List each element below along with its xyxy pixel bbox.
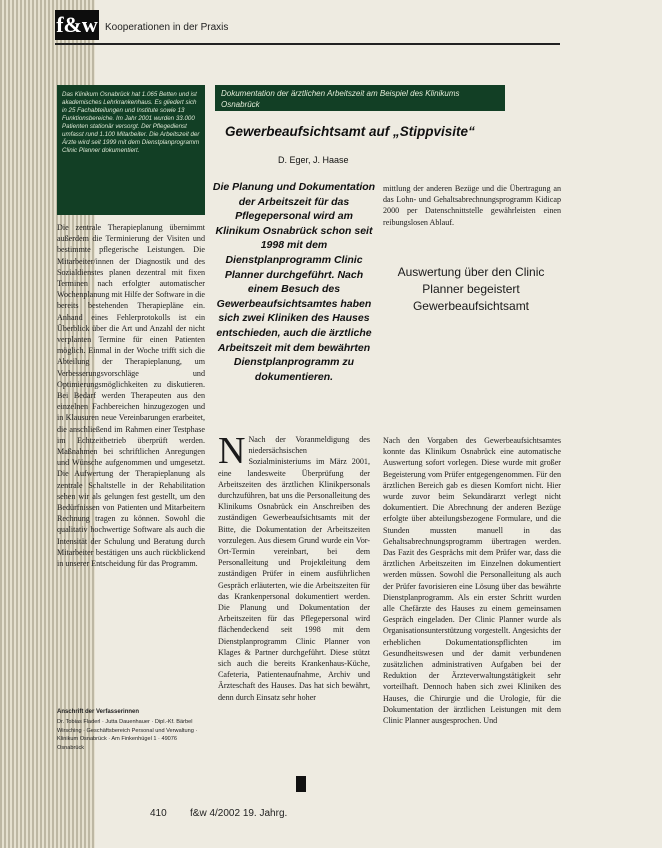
article-title: Gewerbeaufsichtsamt auf „Stippvisite“	[225, 124, 475, 139]
article-abstract: Die Planung und Dokumentation der Arbeitszeit für das Pflegepersonal wird am Klinikum Osnabrück schon seit 1998 mit dem Dienstplanprogramm Clinic Planner durchgeführt. Nach einem Besuch des Gewerbeaufsichtsamtes haben sich zwei Kliniken des Hauses entschieden, auch die ärztliche Arbeitszeit mit dem bewährten Dienstplanprogramm zu dokumentieren.	[212, 181, 376, 383]
body-text: Die zentrale Therapieplanung übernimmt außerdem die Terminierung der Visiten und bestimmte pflegerische Leistungen. Die Mitarbeiter/innen der Diagnostik und des Sozialdienstes planen dezentral mit fixen Terminen nach erfolgter automatischer Wochenplanung mit Hilfe der Software in die bereits bestehenden Therapiepläne ein. Anhand eines Fehlerprotokolls ist ein Überblick über die Art und Anzahl der nicht verplanten Termine für einen Patienten möglich. Einmal in der Woche trifft sich die Abteilung der Therapieplanung, um Verbesserungsvorschläge und Optimierungsmöglichkeiten zu diskutieren. Bei Bedarf werden Therapeuten aus den einzelnen Fachbereichen hinzugezogen und in Klausuren neue Vereinbarungen erarbeitet, die anschließend im Rahmen einer Testphase im Echtzeitbetrieb überprüft werden. Maßnahmen bei schriftlichen Anregungen und Wünsche aufgenommen und umgesetzt. Die Aufwertung der Therapieplanung als zentrale Schaltstelle in der Rehabilitation sehen wir als gelungen fest gestellt, um den Bedürfnissen von Patienten und Mitarbeitern Rechnung tragen zu können. Sowohl die qualitativ hochwertige Software als auch die Intensität der Schulung und Beratung durch Mitarbeiter bestätigen uns auch rückblickend in unserer Entscheidung für das Programm.	[57, 223, 205, 569]
article-authors: D. Eger, J. Haase	[278, 155, 349, 165]
info-box: Das Klinikum Osnabrück hat 1.065 Betten und ist akademisches Lehrkrankenhaus. Es gliedert sich in 25 Fachabteilungen und Institute sowie 13 Funktionsbereiche. Im Jahr 2001 wurden 33.000 Patienten stationär versorgt. Der Pflegedienst umfasst rund 1.100 Mitarbeiter. Die Arbeitszeit der Ärzte wird seit 1999 mit dem Dienstplanprogramm Clinic Planner dokumentiert.	[57, 85, 205, 215]
address-lines: Dr. Tobias Fladerl · Jutta Dauenhauer · Dipl.-Kf. Bärbel Wirsching · Geschäftsbereich Personal und Verwaltung · Klinikum Osnabrück · Am Finkenhügel 1 · 49076 Osnabrück	[57, 719, 198, 751]
page-number: 410	[150, 808, 167, 819]
body-text: mittlung der anderen Bezüge und die Übertragung an das Lohn- und Gehaltsabrechnungsprogramm Kidicap 2000 per Datenschnittstelle gewährleisten einen reibungslosen Ablauf.	[383, 184, 561, 227]
body-column-1	[57, 222, 205, 677]
end-mark	[296, 776, 306, 792]
body-column-3	[383, 435, 561, 807]
body-text: Nach der Voranmeldigung des niedersächsischen Sozialministeriums im März 2001, eine landesweite Überprüfung der Arbeitszeiten des ärztlichen Klinikpersonals durchzuführen, bat uns die Personalleitung des Klinikums Osnabrück ein Anschreiben des zuständigen Gewerbeaufsichtsamts mit der Bitte, die Dokumentation der Arbeitszeiten vorzulegen. Aus diesem Grund wurde ein Vor-Ort-Termin vereinbart, bei dem Personalleitung und Projektleitung dem zuständigen Prüfer in einem ausführlichen Gespräch erläuterten, wie die Arbeitszeiten für das Krankenpersonal dokumentiert werden. Die Planung und Dokumentation der Arbeitszeiten für das Pflegepersonal wird flächendeckend seit 1998 mit dem Dienstplanprogramm Clinic Planner von Klages & Partner durchgeführt. Diese stützt sich auch die bereits Krankenhaus-Küche, Cafeteria, Patientenaufnahme, Archiv und Ärzteschaft des Hauses. Das hat sich bewährt, denn durch Einsatz sehr hoher	[218, 435, 370, 702]
body-column-2	[218, 434, 370, 806]
journal-logo: f&w	[55, 10, 99, 40]
page-footer	[150, 808, 287, 819]
header-rule	[55, 43, 560, 45]
address-heading: Anschrift der Verfasserinnen	[57, 709, 140, 715]
section-heading: Kooperationen in der Praxis	[105, 22, 229, 33]
drop-cap: N	[218, 434, 246, 472]
topic-banner: Dokumentation der ärztlichen Arbeitszeit am Beispiel des Klinikums Osnabrück	[215, 85, 505, 111]
subheading: Auswertung über den Clinic Planner begeistert Gewerbeaufsichtsamt	[397, 265, 545, 313]
body-column-3-top	[383, 183, 561, 243]
author-address	[57, 708, 205, 752]
journal-issue: f&w 4/2002 19. Jahrg.	[190, 808, 288, 819]
body-text: Nach den Vorgaben des Gewerbeaufsichtsamtes konnte das Klinikum Osnabrück eine automatische Auswertung sofort vorlegen. Diese wurde mit großer Begeisterung vom Prüfer entgegengenommen. Für den ärztlichen Bereich gab es diesen Komfort nicht. Hier wurde zuvor beim Sekundärarzt verlegt nicht dokumentiert. Die Abrechnung der anderen Bezüge erfolgte über abteilungsbezogene Formulare, und die Stunden mussten manuell in das Gehaltsabrechnungsprogramm übertragen werden. Das Fazit des Gesprächs mit dem Prüfer war, dass die ärztlichen Arbeitszeiten im Einzelnen dokumentiert werden müssen. Sowohl die Personalleitung als auch der Prüfer favorisieren eine Lösung über das bewährte Dienstplanprogramm. Als ein erster Schritt wurden alle Chefärzte des Hauses zu einem gemeinsamen Gespräch eingeladen. Der Clinic Planner wurde als Organisationsunterstützung vorgestellt. Angesichts der erheblichen Dokumentationspflichten im Gesundheitswesen und der damit verbundenen zusätzlichen administrativen Aufgaben bei der Reduktion der Ärzteverwaltungstätigkeit sehr vorteilhaft. Dennoch haben sich zwei Kliniken des Hauses, die Chirurgie und die Urologie, für die Dokumentation der ärztlichen Leistungen mit dem Clinic Planner ausgesprochen. Und	[383, 436, 561, 726]
